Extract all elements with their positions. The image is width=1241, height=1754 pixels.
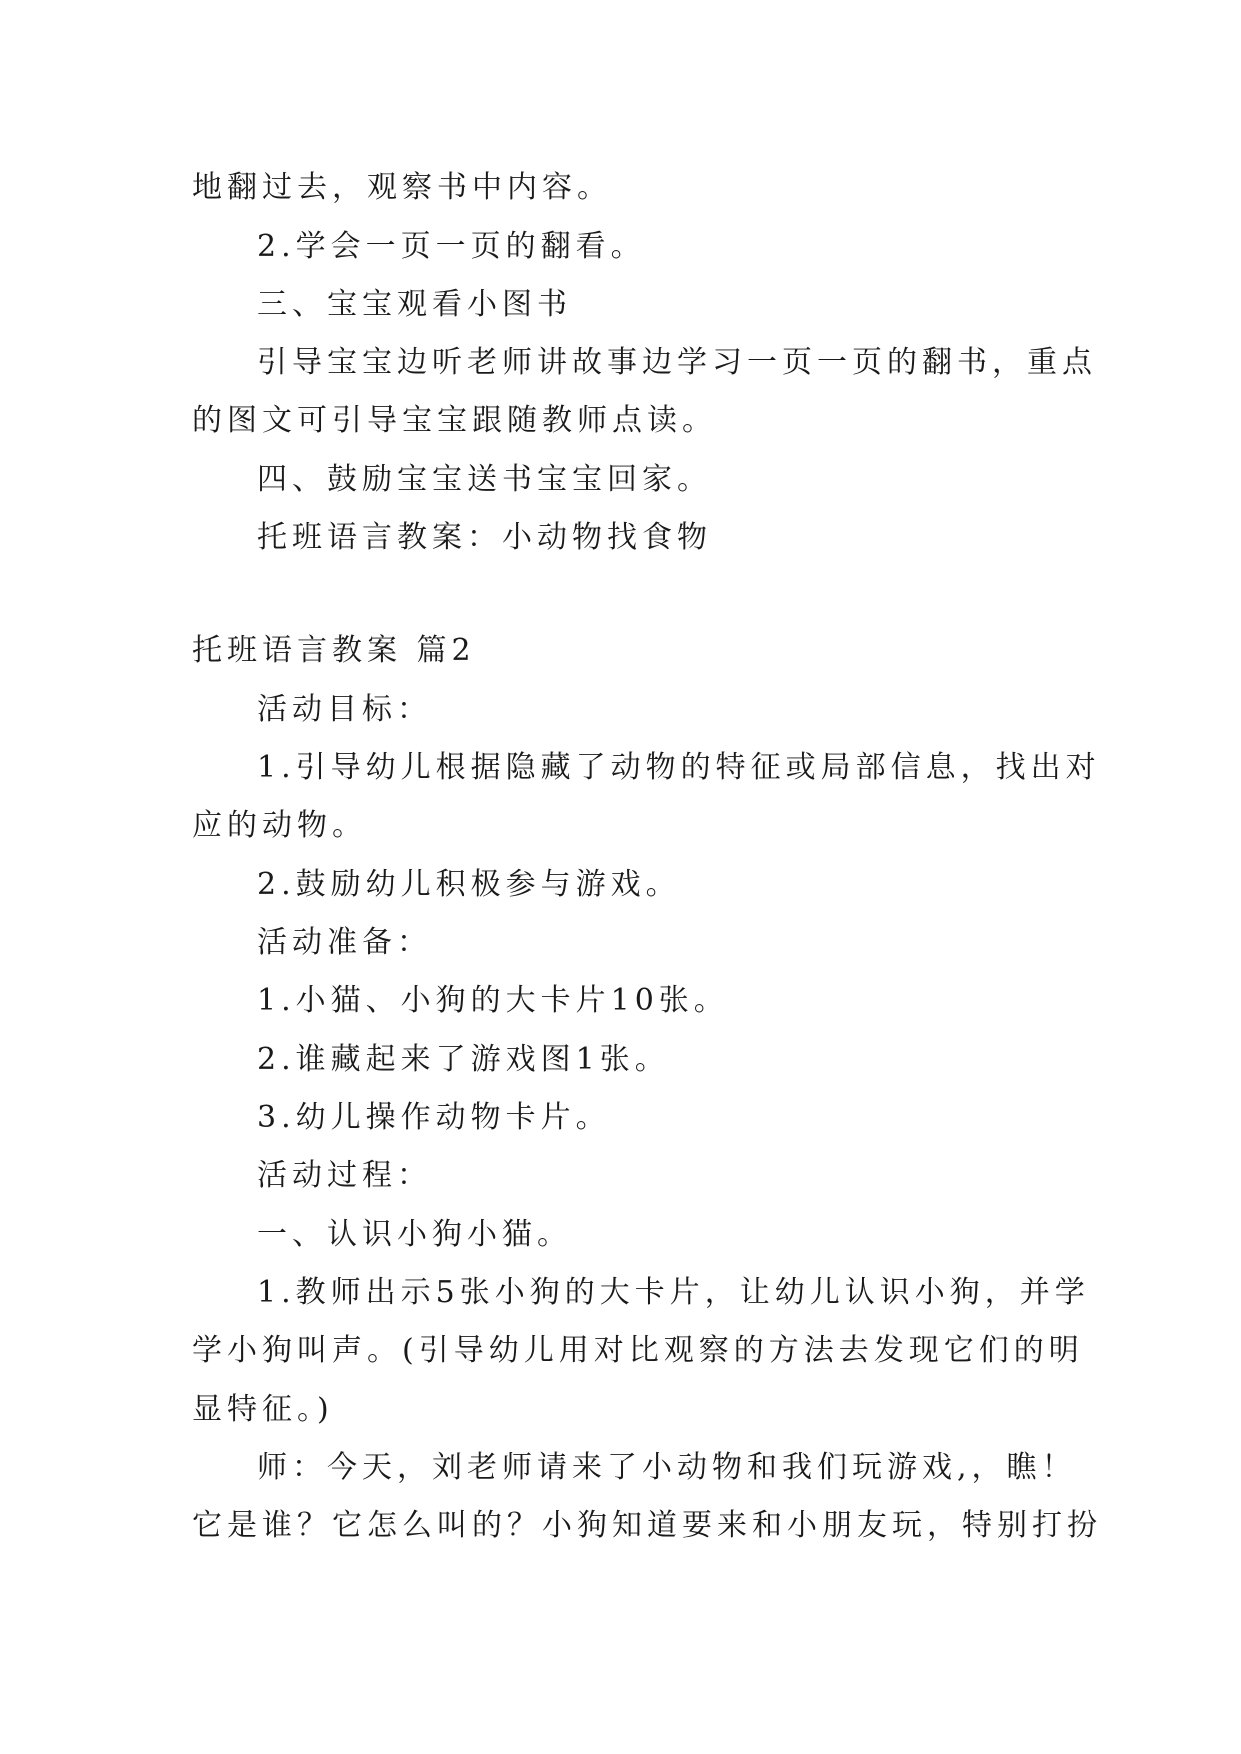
text-line: 2.学会一页一页的翻看。 — [257, 229, 646, 264]
text-line: 的图文可引导宝宝跟随教师点读。 — [192, 403, 717, 438]
text-line: 2.谁藏起来了游戏图1张。 — [257, 1042, 670, 1077]
text-line: 引导宝宝边听老师讲故事边学习一页一页的翻书，重点 — [257, 345, 1097, 380]
text-line: 2.鼓励幼儿积极参与游戏。 — [257, 867, 681, 902]
text-line: 托班语言教案：小动物找食物 — [257, 520, 712, 555]
text-line: 它是谁？它怎么叫的？小狗知道要来和小朋友玩，特别打扮 — [192, 1508, 1102, 1543]
text-line: 地翻过去，观察书中内容。 — [192, 170, 612, 205]
text-line: 四、鼓励宝宝送书宝宝回家。 — [257, 462, 712, 497]
text-line: 一、认识小狗小猫。 — [257, 1217, 572, 1252]
text-line: 活动过程： — [257, 1158, 432, 1193]
text-line: 1.教师出示5张小狗的大卡片，让幼儿认识小狗，并学 — [257, 1275, 1090, 1310]
text-line: 3.幼儿操作动物卡片。 — [257, 1100, 611, 1135]
text-line: 活动准备： — [257, 925, 432, 960]
section-heading: 托班语言教案 篇2 — [192, 633, 476, 668]
text-line: 应的动物。 — [192, 808, 367, 843]
text-line: 1.引导幼儿根据隐藏了动物的特征或局部信息，找出对 — [257, 750, 1101, 785]
text-line: 显特征。) — [192, 1392, 334, 1427]
text-line: 三、宝宝观看小图书 — [257, 287, 572, 322]
text-line: 活动目标： — [257, 692, 432, 727]
text-line: 学小狗叫声。(引导幼儿用对比观察的方法去发现它们的明 — [192, 1333, 1084, 1368]
text-line: 师：今天，刘老师请来了小动物和我们玩游戏,，瞧！ — [257, 1450, 1077, 1485]
text-line: 1.小猫、小狗的大卡片10张。 — [257, 983, 729, 1018]
